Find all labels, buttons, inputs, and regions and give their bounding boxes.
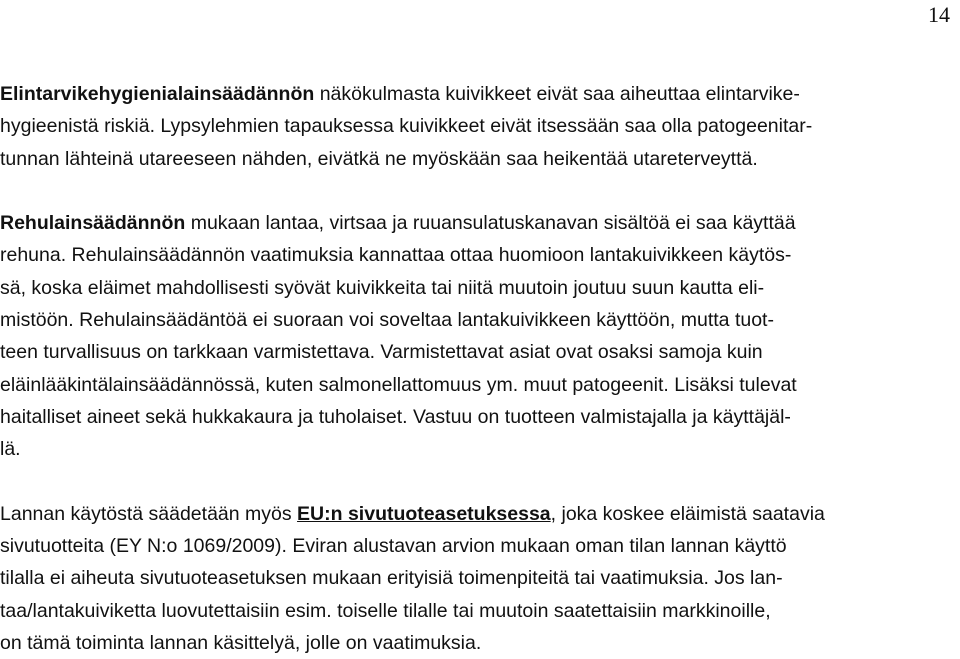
text-run: Lannan käytöstä säädetään myös [0, 502, 298, 525]
text-line [0, 272, 958, 304]
paragraph [0, 78, 958, 175]
text-line [0, 336, 958, 368]
emphasized-term: Rehulainsäädännön [0, 212, 186, 235]
text-run: , joka koskee eläimistä saatavia [550, 502, 825, 525]
emphasized-term: Elintarvikehygienialainsäädännön [0, 83, 315, 105]
text-line [0, 207, 958, 239]
text-run: on tämä toiminta lannan käsittelyä, jolle on vaatimuksia. [0, 632, 482, 655]
text-run: sivutuotteita (EY N:o 1069/2009). Eviran alustavan arvion mukaan oman tilan lannan käyttö [0, 535, 787, 558]
paragraph-gap [0, 466, 958, 498]
text-line [0, 595, 958, 627]
text-line [0, 304, 958, 336]
text-line [0, 627, 958, 659]
emphasized-term: EU:n sivutuoteasetuksessa [297, 502, 551, 525]
text-line [0, 433, 958, 465]
text-run: taa/lantakuiviketta luovutettaisiin esim. toiselle tilalle tai muutoin saatettaisiin markkinoille, [0, 599, 771, 622]
text-run: eläinlääkintälainsäädännössä, kuten salmonellattomuus ym. muut patogeenit. Lisäksi tulevat [0, 373, 797, 396]
text-run: mistöön. Rehulainsäädäntöä ei suoraan voi soveltaa lantakuivikkeen käyttöön, mutta tuot- [0, 309, 774, 332]
text-line [0, 239, 958, 271]
paragraph-gap [0, 175, 958, 207]
text-line [0, 530, 958, 562]
text-run: haitalliset aineet sekä hukkakaura ja tuholaiset. Vastuu on tuotteen valmistajalla ja käyttäjäl- [0, 405, 791, 428]
text-line [0, 78, 958, 110]
text-run: näkökulmasta kuivikkeet eivät saa aiheuttaa elintarvike- [314, 83, 800, 105]
text-line [0, 401, 958, 433]
document-body [0, 78, 958, 659]
text-line [0, 498, 958, 530]
text-run: tunnan lähteinä utareeseen nähden, eivätkä ne myöskään saa heikentää utareterveyttä. [0, 147, 758, 170]
text-run: sä, koska eläimet mahdollisesti syövät kuivikkeita tai niitä muutoin joutuu suun kautta eli- [0, 276, 765, 299]
text-line [0, 369, 958, 401]
text-line [0, 562, 958, 594]
text-run: hygieenistä riskiä. Lypsylehmien tapauksessa kuivikkeet eivät itsessään saa olla patogeenitar- [0, 115, 813, 138]
paragraph [0, 207, 958, 465]
text-line [0, 110, 958, 142]
text-run: rehuna. Rehulainsäädännön vaatimuksia kannattaa ottaa huomioon lantakuivikkeen käytös- [0, 244, 792, 267]
text-run: mukaan lantaa, virtsaa ja ruuansulatuskanavan sisältöä ei saa käyttää [185, 212, 796, 235]
text-run: teen turvallisuus on tarkkaan varmistettava. Varmistettavat asiat ovat osaksi samoja kuin [0, 341, 763, 364]
text-line [0, 143, 958, 175]
text-run: tilalla ei aiheuta sivutuoteasetuksen mukaan erityisiä toimenpiteitä tai vaatimuksia. Jos lan- [0, 567, 783, 590]
text-run: lä. [0, 438, 21, 461]
paragraph [0, 498, 958, 659]
page-number: 14 [928, 2, 950, 27]
